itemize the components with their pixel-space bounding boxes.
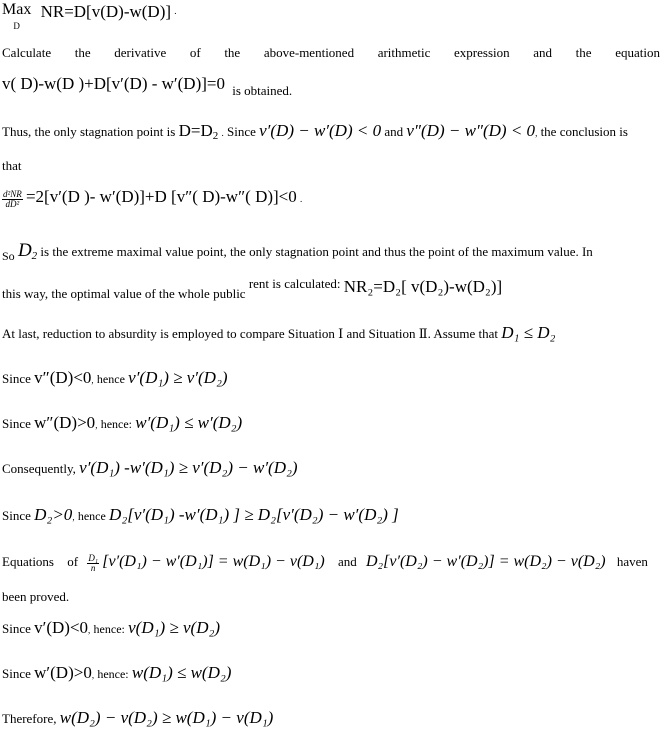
text-fragment: hence: bbox=[100, 417, 132, 431]
word: the bbox=[224, 45, 241, 60]
text-fragment: of bbox=[67, 554, 79, 569]
derivative-equation: v( D)-w(D )+D[v′(D) - w′(D)]=0 bbox=[2, 74, 225, 93]
text-fragment: that bbox=[2, 158, 22, 173]
word: arithmetic bbox=[377, 45, 431, 60]
word: Calculate bbox=[2, 45, 52, 60]
condition-expression: w″(D)>0 bbox=[34, 413, 96, 432]
text-fragment: hence: bbox=[93, 622, 125, 636]
since-d2-positive-line: Since D₂>0, hence D₂[v′(D₁) -w′(D₁) ] ≥ D₂[v′(D₂) − w′(D₂) ] bbox=[2, 505, 399, 524]
text-fragment: hence bbox=[77, 509, 106, 523]
text-fragment: Therefore, bbox=[2, 711, 57, 726]
text-fragment: Since bbox=[2, 621, 31, 636]
text-fragment: this way, the optimal value of the whole public bbox=[2, 286, 246, 301]
been-proved-line bbox=[2, 589, 660, 605]
since-v-prime-line: Since v′(D)<0, hence: v(D₁) ≥ v(D₂) bbox=[2, 618, 221, 637]
d2-variable bbox=[18, 240, 37, 261]
condition-2: v″(D) − w″(D) < 0 bbox=[406, 121, 536, 140]
word: and bbox=[533, 45, 553, 60]
result-expression: w′(D₁) ≤ w′(D₂) bbox=[135, 413, 243, 432]
fraction-denominator: n bbox=[90, 562, 96, 573]
since-v-double-prime-line: Since v″(D)<0, hence v′(D₁) ≥ v′(D₂) bbox=[2, 368, 228, 387]
fraction-numerator: d²NR bbox=[3, 188, 22, 199]
text-fragment: rent is calculated: bbox=[248, 276, 341, 291]
that-line bbox=[2, 158, 660, 174]
text-fragment: Since bbox=[2, 666, 31, 681]
word: derivative bbox=[114, 45, 167, 60]
text-fragment: Equations bbox=[2, 554, 54, 569]
result-expression: w(D₁) ≤ w(D₂) bbox=[131, 663, 232, 682]
equation-2: D₂[v′(D₂) − w′(D₂)] = w(D₂) − v(D₂) bbox=[366, 553, 606, 570]
second-derivative-fraction bbox=[2, 190, 23, 209]
derivative-equation-line bbox=[2, 74, 660, 99]
result-expression: D₂[v′(D₁) -w′(D₁) ] ≥ D₂[v′(D₂) − w′(D₂) ] bbox=[109, 505, 399, 524]
eq-main: D=D bbox=[178, 121, 213, 140]
equations-line bbox=[2, 552, 660, 573]
optimal-rent-line bbox=[2, 276, 660, 302]
obtained-text: is obtained. bbox=[232, 83, 293, 98]
var-subscript: 2 bbox=[31, 250, 38, 262]
consequently-line bbox=[2, 458, 660, 478]
text-fragment: is the extreme maximal value point, the only stagnation point and thus the point of the maximum value. In bbox=[40, 244, 593, 259]
text-fragment: Since bbox=[2, 508, 31, 523]
max-subscript: D bbox=[13, 21, 20, 31]
text-fragment: and bbox=[384, 124, 404, 139]
max-operator: Max bbox=[2, 1, 32, 18]
optimal-rent-expression: NR₂=D₂[ v(D₂)-w(D₂)] bbox=[343, 277, 503, 296]
calculate-line bbox=[2, 45, 660, 61]
var-main: D bbox=[17, 240, 32, 261]
equation-1: [v′(D₁) − w′(D₁)] = w(D₁) − v(D₁) bbox=[102, 553, 325, 570]
text-fragment: hence: bbox=[97, 667, 129, 681]
extreme-point-line bbox=[2, 240, 660, 263]
text-fragment: Since bbox=[2, 371, 31, 386]
trailing-dot: . bbox=[300, 194, 303, 204]
word: the bbox=[74, 45, 91, 60]
word: the bbox=[575, 45, 592, 60]
second-derivative-line bbox=[2, 187, 660, 209]
text-fragment: So bbox=[2, 249, 15, 263]
assumption-expression: D₁ ≤ D₂ bbox=[501, 323, 556, 342]
text-fragment: the conclusion is bbox=[540, 124, 628, 139]
text-fragment: haven bbox=[616, 554, 648, 569]
word: equation bbox=[615, 45, 660, 60]
second-derivative-expression: =2[v′(D )- w′(D)]+D [v″( D)-w″( D)]<0 bbox=[25, 187, 297, 206]
word: of bbox=[189, 45, 201, 60]
condition-expression: v″(D)<0 bbox=[34, 368, 92, 387]
text-fragment: Since bbox=[2, 416, 31, 431]
text-fragment: Thus, the only stagnation point is bbox=[2, 124, 176, 139]
since-w-double-prime-line: Since w″(D)>0, hence: w′(D₁) ≤ w′(D₂) bbox=[2, 413, 243, 432]
objective-expression: NR=D[v(D)-w(D)] bbox=[40, 2, 172, 21]
condition-expression: D₂>0 bbox=[34, 505, 73, 524]
eq-subscript: 2 bbox=[212, 130, 219, 142]
objective-line bbox=[2, 2, 660, 31]
text-fragment: and bbox=[337, 554, 357, 569]
stagnation-line: Thus, the only stagnation point is $D=D_2$ . Since v′(D) − w′(D) < 0 and v″(D) − w″(D) < 0, the conclusion is bbox=[2, 121, 628, 142]
text-fragment: Since bbox=[226, 124, 256, 139]
result-expression: v(D₁) ≥ v(D₂) bbox=[128, 618, 221, 637]
therefore-line bbox=[2, 708, 660, 728]
result-expression: v′(D₁) ≥ v′(D₂) bbox=[128, 368, 228, 387]
inequality-expression: v′(D₁) -w′(D₁) ≥ v′(D₂) − w′(D₂) bbox=[79, 458, 298, 477]
condition-expression: w′(D)>0 bbox=[34, 663, 92, 682]
since-w-prime-line: Since w′(D)>0, hence: w(D₁) ≤ w(D₂) bbox=[2, 663, 232, 682]
text-fragment: Consequently, bbox=[2, 461, 76, 476]
condition-expression: v′(D)<0 bbox=[34, 618, 89, 637]
word: expression bbox=[454, 45, 510, 60]
absurdity-line bbox=[2, 323, 660, 343]
trailing-dot: . bbox=[174, 6, 177, 16]
conclusion-expression: w(D₂) − v(D₂) ≥ w(D₁) − v(D₁) bbox=[59, 708, 274, 727]
word: above-mentioned bbox=[263, 45, 355, 60]
d1-over-n-fraction bbox=[87, 554, 99, 573]
fraction-numerator: D₁ bbox=[88, 552, 98, 563]
fraction-denominator: dD² bbox=[5, 198, 20, 209]
text-fragment: been proved. bbox=[2, 589, 70, 604]
condition-1: v′(D) − w′(D) < 0 bbox=[259, 121, 382, 140]
text-fragment: At last, reduction to absurdity is employed to compare Situation Ⅰ and Situation Ⅱ. Assume that bbox=[2, 326, 498, 341]
stagnation-equation bbox=[179, 121, 219, 140]
text-fragment: hence bbox=[96, 372, 125, 386]
